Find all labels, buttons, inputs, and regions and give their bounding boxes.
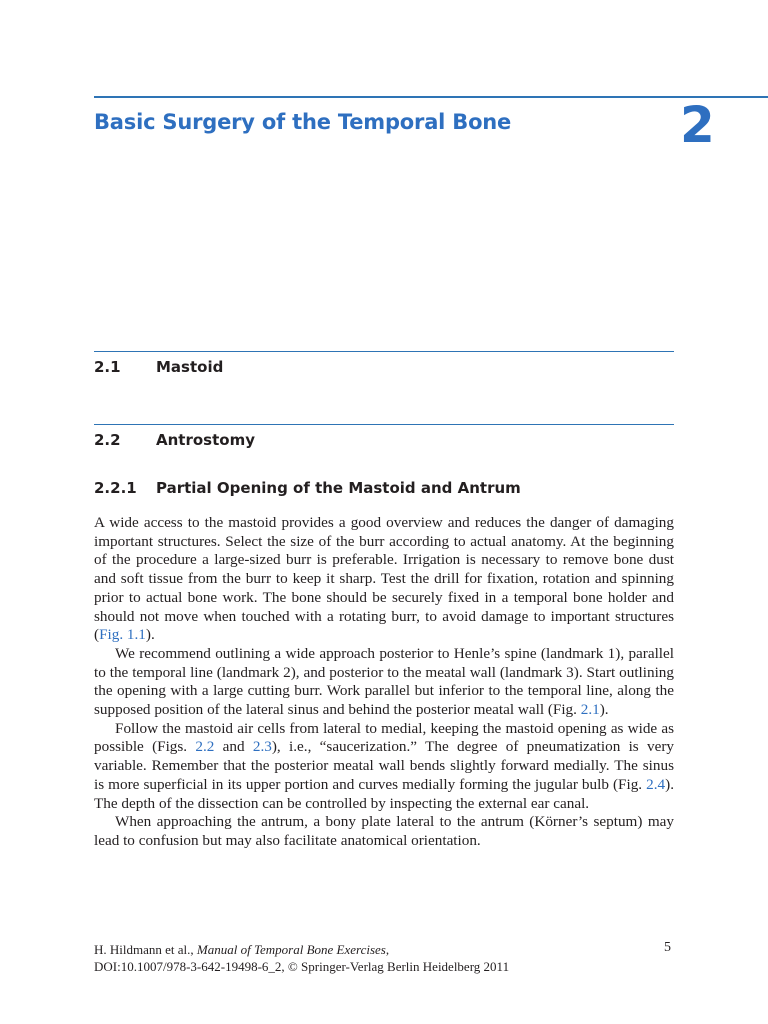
chapter-top-rule [94,96,768,98]
paragraph-text: We recommend outlining a wide approach posterior to Henle’s spine (landmark 1), parallel to the temporal line (landmark 2), and posterior to the meatal wall (landmark 3). Start outlining the opening with a large cutting burr. Work parallel but inferior to the temporal line, along the supposed position of the lateral sinus and behind the posterior meatal wall (Fig. [94,644,674,719]
paragraph-3 [94,720,674,814]
subsection-heading [94,479,674,499]
paragraph-text: and [214,738,253,756]
section-number: 2.1 [94,358,121,376]
chapter-number: 2 [680,96,715,154]
paragraph-4: When approaching the antrum, a bony plate lateral to the antrum (Körner’s septum) may lead to confusion but may also facilitate anatomical orientation. [94,813,674,849]
footer-citation-line-1 [94,942,674,959]
figure-reference-link[interactable]: 2.4 [646,775,666,793]
paragraph-text: ). [599,701,609,719]
page-number: 5 [664,940,671,955]
footer-punctuation: , [385,942,390,957]
section-title: Mastoid [156,358,224,376]
footer-citation [94,942,674,975]
section-title: Antrostomy [156,431,255,449]
paragraph-text: ). The depth of the dissection can be controlled by inspecting the external ear canal. [94,775,674,812]
section-rule [94,424,674,425]
figure-reference-link[interactable]: 2.1 [580,701,600,719]
subsection-number: 2.2.1 [94,479,137,497]
paragraph-2 [94,645,674,720]
footer-authors: H. Hildmann et al., [94,942,197,957]
chapter-title: Basic Surgery of the Temporal Bone [94,110,512,134]
subsection-title: Partial Opening of the Mastoid and Antrum [156,479,521,497]
section-heading-mastoid [94,358,674,378]
paragraph-1 [94,514,674,645]
footer-book-title: Manual of Temporal Bone Exercises [196,942,386,957]
body-text [94,514,674,851]
section-number: 2.2 [94,431,121,449]
footer-doi: DOI:10.1007/978-3-642-19498-6_2, © Springer-Verlag Berlin Heidelberg 2011 [94,958,510,974]
paragraph-text: A wide access to the mastoid provides a good overview and reduces the danger of damaging important structures. Select the size of the burr according to actual anatomy. At the beginning of the procedure a large-sized burr is preferable. Irrigation is necessary to remove bone dust and soft tissue from the burr to keep it sharp. Test the drill for fixation, rotation and spinning prior to actual bone work. The bone should be securely fixed in a temporal bone holder and should not move when touched with a rotating burr, to avoid damage to important structures ( [94,514,674,644]
paragraph-text: ), i.e., “saucerization.” The degree of pneumatization is very variable. Remember that the posterior meatal wall bends slightly forward medially. The sinus is more superficial in its upper portion and curves medially forming the jugular bulb (Fig. [94,738,674,793]
figure-reference-link[interactable]: 2.2 [195,738,215,756]
paragraph-text: ). [145,626,155,644]
paragraph-text: Follow the mastoid air cells from lateral to medial, keeping the mastoid opening as wide as possible (Figs. [94,719,674,756]
section-rule [94,351,674,352]
section-heading-antrostomy [94,431,674,451]
figure-reference-link[interactable]: Fig. 1.1 [99,626,146,644]
figure-reference-link[interactable]: 2.3 [252,738,272,756]
